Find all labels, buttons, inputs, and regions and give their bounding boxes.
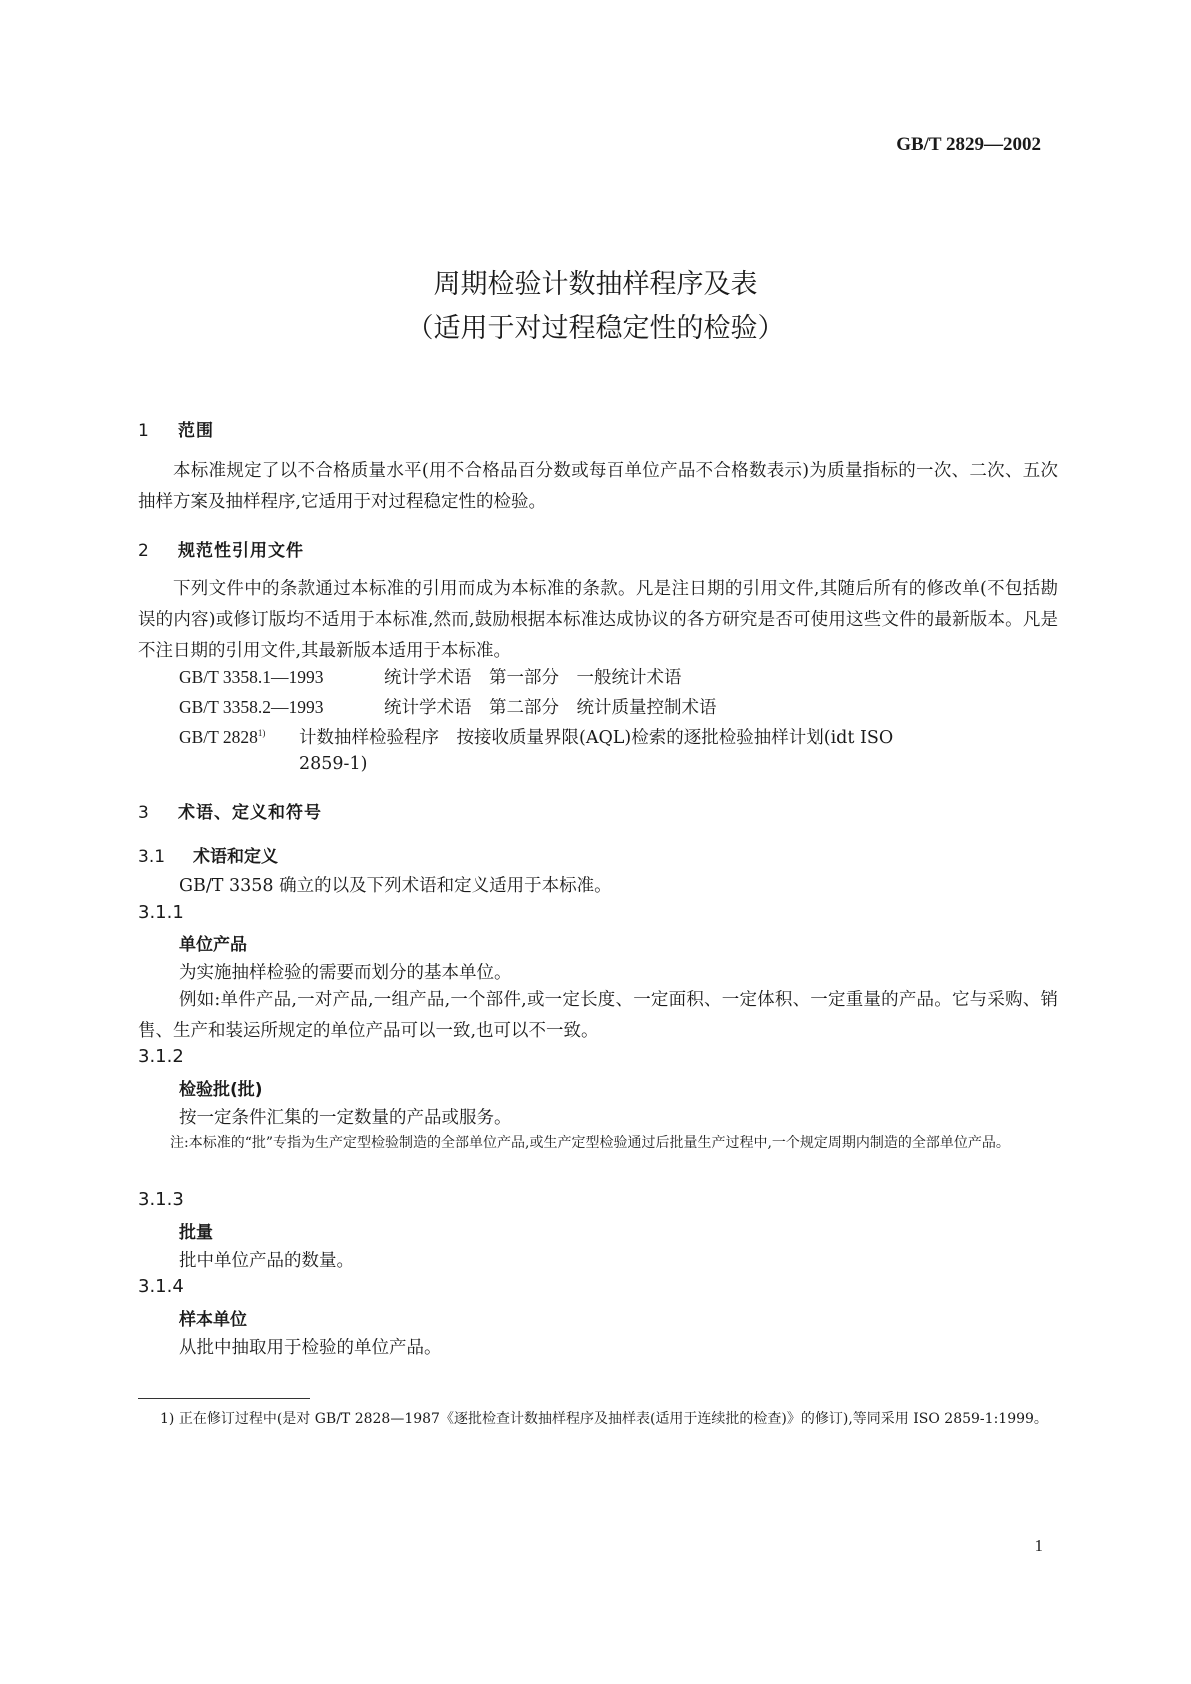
subsection-3-1-text: GB/T 3358 确立的以及下列术语和定义适用于本标准。 xyxy=(179,876,612,896)
term-definition: 按一定条件汇集的一定数量的产品或服务。 xyxy=(179,1108,512,1128)
term-note: 注:本标准的“批”专指为生产定型检验制造的全部单位产品,或生产定型检验通过后批量生产过程中,一个规定周期内制造的全部单位产品。 xyxy=(170,1135,1010,1151)
reference-title: 统计学术语 第一部分 一般统计术语 xyxy=(384,668,682,688)
standard-number: GB/T 2829—2002 xyxy=(896,134,1041,155)
section-title: 术语、定义和符号 xyxy=(178,803,322,823)
document-title-line2: （适用于对过程稳定性的检验） xyxy=(406,313,785,344)
section-2-paragraph: 下列文件中的条款通过本标准的引用而成为本标准的条款。凡是注日期的引用文件,其随后所有的修改单(不包括勘误的内容)或修订版均不适用于本标准,然而,鼓励根据本标准达成协议的各方研究是否可使用这些文件的最新版本。凡是不注日期的引用文件,其最新版本适用于本标准。 xyxy=(138,579,1058,661)
term-definition: 从批中抽取用于检验的单位产品。 xyxy=(179,1338,442,1358)
footnote-marker: 1) xyxy=(257,728,266,739)
reference-code: GB/T 3358.1—1993 xyxy=(179,667,324,687)
section-1-paragraph: 本标准规定了以不合格质量水平(用不合格品百分数或每百单位产品不合格数表示)为质量指标的一次、二次、五次抽样方案及抽样程序,它适用于对过程稳定性的检验。 xyxy=(138,461,1058,512)
subsection-title: 术语和定义 xyxy=(193,847,278,867)
term-example: 例如:单件产品,一对产品,一组产品,一个部件,或一定长度、一定面积、一定体积、一定重量的产品。它与采购、销售、生产和装运所规定的单位产品可以一致,也可以不一致。 xyxy=(138,990,1058,1041)
term-name: 批量 xyxy=(179,1223,213,1243)
section-number: 2 xyxy=(138,541,150,561)
section-3-heading xyxy=(138,798,322,823)
term-number: 3.1.4 xyxy=(138,1276,184,1297)
section-number: 3 xyxy=(138,803,150,823)
section-1-heading xyxy=(138,416,214,441)
term-name: 单位产品 xyxy=(179,935,247,955)
footnote: 1) 正在修订过程中(是对 GB/T 2828—1987《逐批检查计数抽样程序及抽样表(适用于连续批的检查)》的修订),等同采用 ISO 2859-1:1999。 xyxy=(160,1411,1048,1427)
page-number: 1 xyxy=(1034,1536,1043,1555)
reference-title: 统计学术语 第二部分 统计质量控制术语 xyxy=(384,698,717,718)
term-number: 3.1.1 xyxy=(138,902,184,923)
term-number: 3.1.3 xyxy=(138,1189,184,1210)
section-title: 规范性引用文件 xyxy=(178,541,304,561)
reference-item xyxy=(179,664,682,689)
document-title-line1: 周期检验计数抽样程序及表 xyxy=(433,269,758,300)
term-name: 样本单位 xyxy=(179,1310,247,1330)
reference-title: 计数抽样检验程序 按接收质量界限(AQL)检索的逐批检验抽样计划(idt ISO xyxy=(299,728,894,748)
term-number: 3.1.2 xyxy=(138,1046,184,1067)
term-definition: 批中单位产品的数量。 xyxy=(179,1251,354,1271)
term-definition: 为实施抽样检验的需要而划分的基本单位。 xyxy=(179,963,512,983)
subsection-number: 3.1 xyxy=(138,847,166,867)
reference-item xyxy=(179,694,717,719)
reference-item xyxy=(179,724,893,749)
reference-continuation: 2859-1) xyxy=(299,754,368,774)
section-title: 范围 xyxy=(178,421,214,441)
reference-code: GB/T 3358.2—1993 xyxy=(179,697,324,717)
reference-code: GB/T 2828 xyxy=(179,727,258,747)
section-number: 1 xyxy=(138,421,150,441)
subsection-3-1-heading xyxy=(138,842,278,867)
section-2-heading xyxy=(138,536,304,561)
term-name: 检验批(批) xyxy=(179,1080,263,1100)
footnote-separator xyxy=(138,1398,310,1399)
